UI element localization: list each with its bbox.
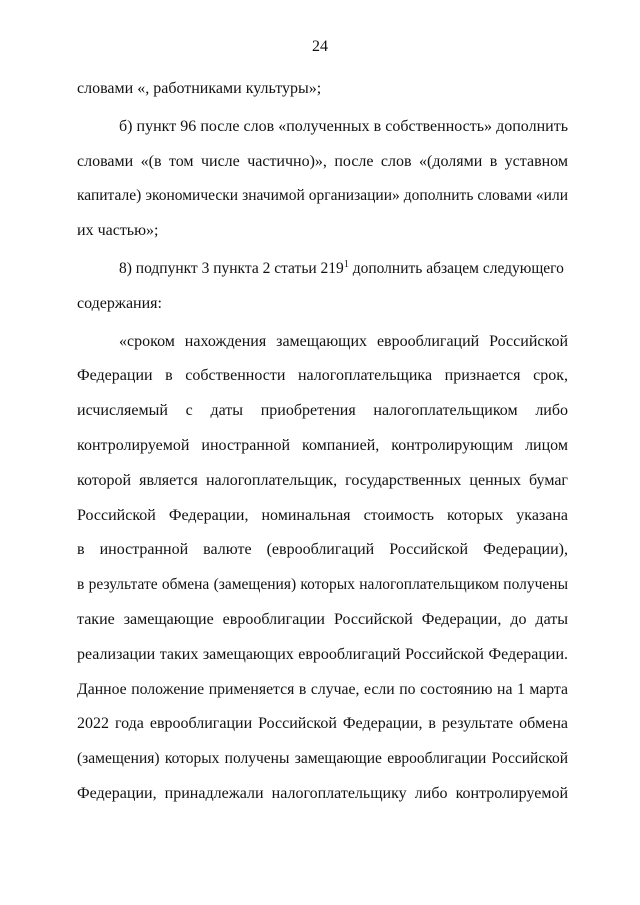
text-line: в иностранной валюте (еврооблигаций Российской Федерации), <box>77 541 568 559</box>
text-line: которой является налогоплательщик, государственных ценных бумаг <box>77 471 568 489</box>
text-line: словами «(в том числе частично)», после слов «(долями в уставном <box>77 152 568 170</box>
text-line: Данное положение применяется в случае, если по состоянию на 1 марта <box>77 680 568 698</box>
text-line: 2022 года еврооблигации Российской Федерации, в результате обмена <box>77 715 568 733</box>
text-fragment: дополнить абзацем следующего <box>348 259 564 277</box>
text-line: «сроком нахождения замещающих еврооблигаций Российской <box>119 332 568 350</box>
text-line-with-superscript <box>77 252 568 287</box>
text-line: Российской Федерации, номинальная стоимость которых указана <box>77 506 568 524</box>
text-line: Федерации, принадлежали налогоплательщику либо контролируемой <box>77 784 568 802</box>
text-line: исчисляемый с даты приобретения налогоплательщиком либо <box>77 402 568 420</box>
text-line: Федерации в собственности налогоплательщика признается срок, <box>77 367 568 385</box>
page-number: 24 <box>312 38 328 55</box>
superscript: 1 <box>343 258 349 270</box>
text-line: такие замещающие еврооблигации Российской Федерации, до даты <box>77 610 568 628</box>
text-line: их частью»; <box>77 222 159 240</box>
text-line: содержания: <box>77 294 162 312</box>
document-body <box>77 72 568 812</box>
text-line: капитале) экономически значимой организации» дополнить словами «или <box>77 187 568 205</box>
text-line: в результате обмена (замещения) которых налогоплательщиком получены <box>77 576 568 594</box>
text-line: словами «, работниками культуры»; <box>77 80 322 97</box>
text-fragment: 8) подпункт 3 пункта 2 статьи 219 <box>119 259 344 277</box>
text-line: б) пункт 96 после слов «полученных в собственность» дополнить <box>119 117 568 135</box>
text-line: контролируемой иностранной компанией, контролирующим лицом <box>77 436 568 454</box>
text-line: реализации таких замещающих еврооблигаций Российской Федерации. <box>77 645 568 663</box>
text-line: (замещения) которых получены замещающие еврооблигации Российской <box>77 750 568 768</box>
